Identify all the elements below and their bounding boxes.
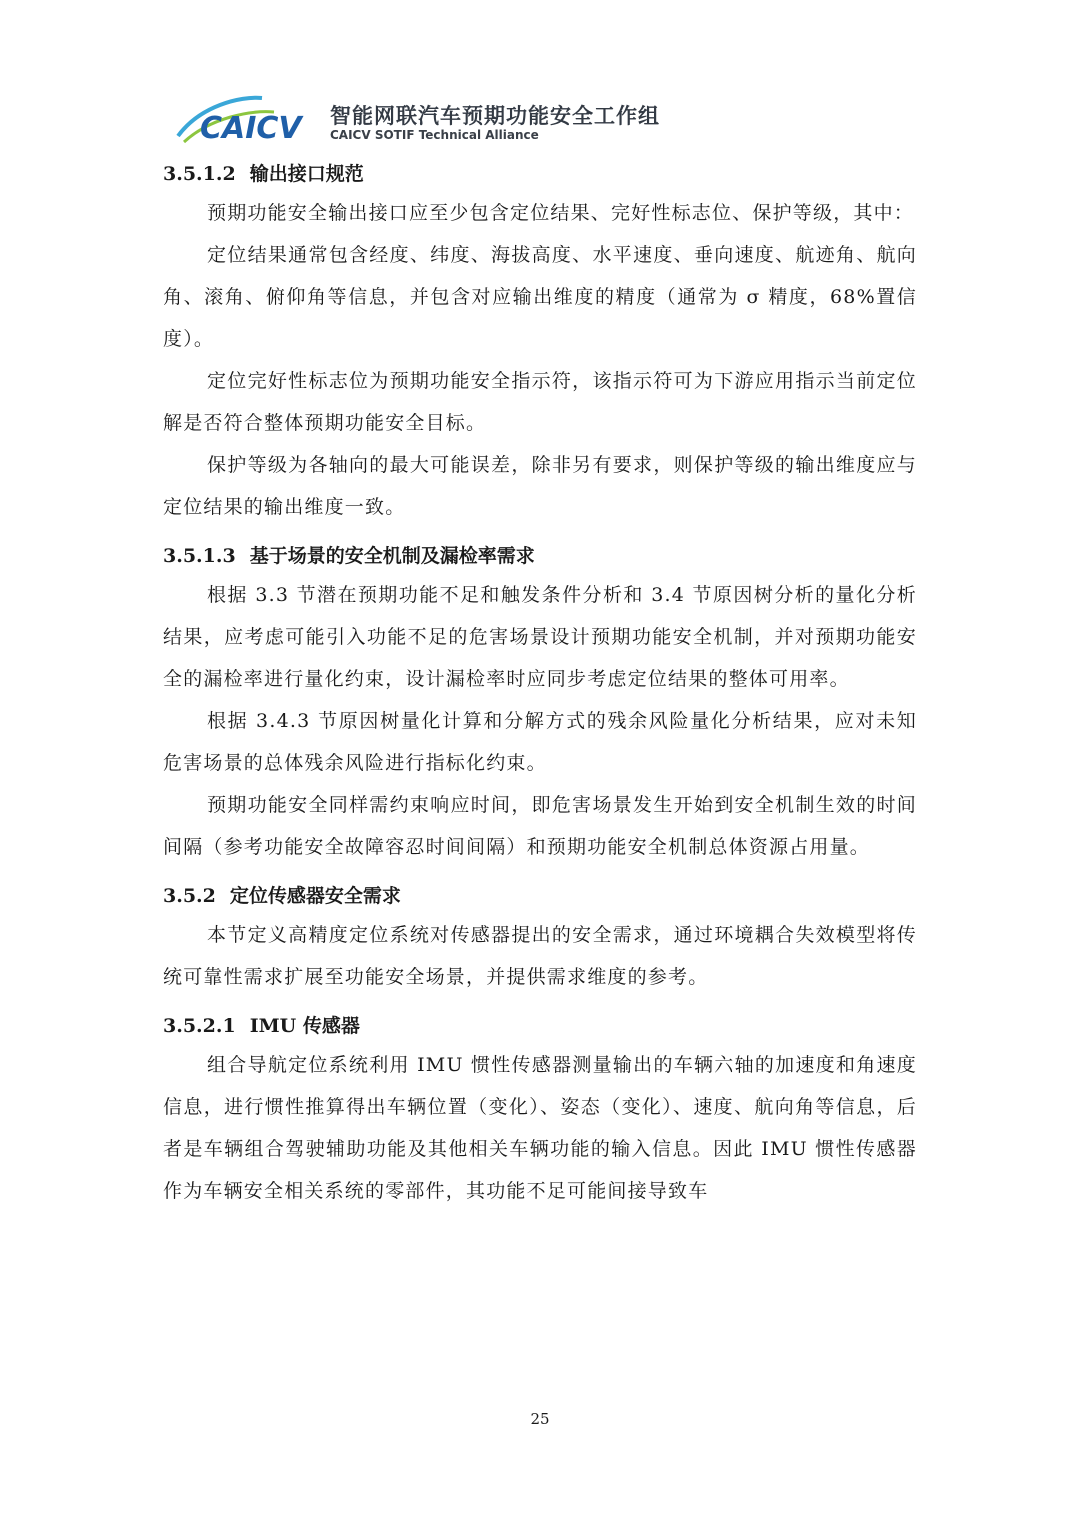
paragraph: 定位完好性标志位为预期功能安全指示符，该指示符可为下游应用指示当前定位解是否符合整体预期功能安全目标。 (163, 370, 917, 434)
section-heading-3521 (163, 1014, 917, 1038)
header-subtitle: CAICV SOTIF Technical Alliance (330, 128, 539, 142)
paragraph: 预期功能安全输出接口应至少包含定位结果、完好性标志位、保护等级，其中： (207, 202, 915, 224)
section-title: IMU 传感器 (249, 1015, 360, 1037)
paragraph: 根据 3.3 节潜在预期功能不足和触发条件分析和 3.4 节原因树分析的量化分析结果，应考虑可能引入功能不足的危害场景设计预期功能安全机制，并对预期功能安全的漏检率进行量化约束，设计漏检率时应同步考虑定位结果的整体可用率。 (163, 584, 917, 690)
section-title: 定位传感器安全需求 (229, 885, 401, 907)
paragraph: 组合导航定位系统利用 IMU 惯性传感器测量输出的车辆六轴的加速度和角速度信息，进行惯性推算得出车辆位置（变化）、姿态（变化）、速度、航向角等信息，后者是车辆组合驾驶辅助功能及其他相关车辆功能的输入信息。因此 IMU 惯性传感器作为车辆安全相关系统的零部件，其功能不足可能间接导致车 (163, 1054, 917, 1202)
section-heading-3512 (163, 162, 917, 186)
paragraph: 根据 3.4.3 节原因树量化计算和分解方式的残余风险量化分析结果，应对未知危害场景的总体残余风险进行指标化约束。 (163, 710, 917, 774)
paragraph: 本节定义高精度定位系统对传感器提出的安全需求，通过环境耦合失效模型将传统可靠性需求扩展至功能安全场景，并提供需求维度的参考。 (163, 924, 917, 988)
header-title: 智能网联汽车预期功能安全工作组 (330, 104, 660, 128)
paragraph: 保护等级为各轴向的最大可能误差，除非另有要求，则保护等级的输出维度应与定位结果的输出维度一致。 (163, 454, 917, 518)
section-number: 3.5.1.3 (163, 545, 236, 567)
svg-text:CAICV: CAICV (200, 111, 302, 146)
document-body (163, 162, 917, 1212)
page-number: 25 (530, 1410, 550, 1428)
section-number: 3.5.2 (163, 885, 216, 907)
section-title: 基于场景的安全机制及漏检率需求 (249, 545, 535, 567)
caicv-logo (170, 92, 325, 148)
section-title: 输出接口规范 (249, 163, 364, 185)
section-heading-352 (163, 884, 917, 908)
section-number: 3.5.2.1 (163, 1015, 236, 1037)
section-heading-3513 (163, 544, 917, 568)
paragraph: 预期功能安全同样需约束响应时间，即危害场景发生开始到安全机制生效的时间间隔（参考功能安全故障容忍时间间隔）和预期功能安全机制总体资源占用量。 (163, 794, 917, 858)
document-header (170, 92, 730, 152)
section-number: 3.5.1.2 (163, 163, 236, 185)
paragraph: 定位结果通常包含经度、纬度、海拔高度、水平速度、垂向速度、航迹角、航向角、滚角、俯仰角等信息，并包含对应输出维度的精度（通常为 σ 精度，68%置信度）。 (163, 244, 917, 350)
